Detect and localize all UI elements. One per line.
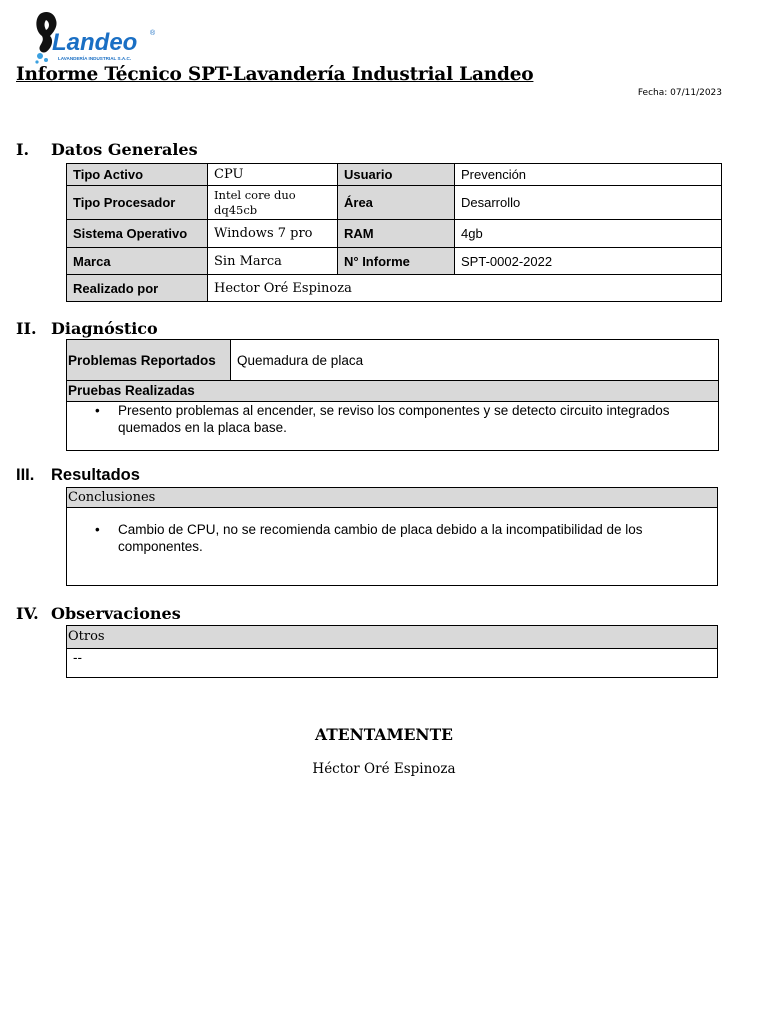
section-title: Diagnóstico xyxy=(51,319,158,338)
pruebas-item xyxy=(67,403,718,436)
svg-text:Landeo: Landeo xyxy=(52,29,138,56)
section-number: IV. xyxy=(16,604,39,623)
document-title: Informe Técnico SPT-Lavandería Industrial Landeo xyxy=(16,64,534,85)
usuario-value: Prevención xyxy=(455,164,722,186)
svg-text:®: ® xyxy=(150,30,156,37)
observaciones-box xyxy=(66,625,718,678)
table-row xyxy=(67,275,722,302)
section-title: Datos Generales xyxy=(51,140,198,159)
resultados-box xyxy=(66,487,718,586)
informe-value: SPT-0002-2022 xyxy=(455,248,722,275)
realizado-label: Realizado por xyxy=(67,275,208,302)
svg-text:LAVANDERÍA INDUSTRIAL S.A.C.: LAVANDERÍA INDUSTRIAL S.A.C. xyxy=(58,56,132,61)
otros-value: -- xyxy=(73,650,82,665)
realizado-value: Hector Oré Espinoza xyxy=(208,275,722,302)
tipo-procesador-label: Tipo Procesador xyxy=(67,186,208,220)
sistema-operativo-value: Windows 7 pro xyxy=(208,220,338,248)
tipo-activo-label: Tipo Activo xyxy=(67,164,208,186)
ram-value: 4gb xyxy=(455,220,722,248)
area-label: Área xyxy=(338,186,455,220)
table-row xyxy=(67,220,722,248)
table-row xyxy=(67,164,722,186)
marca-label: Marca xyxy=(67,248,208,275)
conclusiones-item xyxy=(67,522,717,555)
bullet-icon: • xyxy=(95,522,100,537)
pruebas-text: Presento problemas al encender, se reviso los componentes y se detecto circuito integrados quemados en la placa base. xyxy=(118,403,670,435)
company-logo xyxy=(32,10,162,66)
tipo-activo-value: CPU xyxy=(208,164,338,186)
closing-salutation: ATENTAMENTE xyxy=(315,725,453,744)
section-datos-generales xyxy=(16,140,198,159)
section-number: II. xyxy=(16,319,37,338)
orca-icon xyxy=(32,10,162,66)
diagnostico-box xyxy=(66,339,719,451)
bullet-icon: • xyxy=(95,403,100,418)
problemas-value: Quemadura de placa xyxy=(237,352,364,368)
problemas-label: Problemas Reportados xyxy=(67,340,231,380)
signer-name: Héctor Oré Espinoza xyxy=(312,761,456,777)
otros-label: Otros xyxy=(67,626,717,649)
section-number: I. xyxy=(16,140,30,159)
area-value: Desarrollo xyxy=(455,186,722,220)
general-data-table xyxy=(66,163,722,302)
problemas-row xyxy=(67,340,718,381)
ram-label: RAM xyxy=(338,220,455,248)
table-row xyxy=(67,186,722,220)
section-title: Resultados xyxy=(51,466,140,484)
section-diagnostico xyxy=(16,319,158,338)
marca-value: Sin Marca xyxy=(208,248,338,275)
section-title: Observaciones xyxy=(51,604,181,623)
usuario-label: Usuario xyxy=(338,164,455,186)
informe-label: N° Informe xyxy=(338,248,455,275)
section-number: III. xyxy=(16,466,35,484)
section-observaciones xyxy=(16,604,181,623)
pruebas-label: Pruebas Realizadas xyxy=(67,381,718,402)
conclusiones-text: Cambio de CPU, no se recomienda cambio de placa debido a la incompatibilidad de los componentes. xyxy=(118,522,643,554)
table-row xyxy=(67,248,722,275)
conclusiones-label: Conclusiones xyxy=(67,488,717,508)
sistema-operativo-label: Sistema Operativo xyxy=(67,220,208,248)
tipo-procesador-value: Intel core duo dq45cb xyxy=(208,186,338,220)
report-date: Fecha: 07/11/2023 xyxy=(637,88,722,98)
section-resultados xyxy=(16,466,140,485)
